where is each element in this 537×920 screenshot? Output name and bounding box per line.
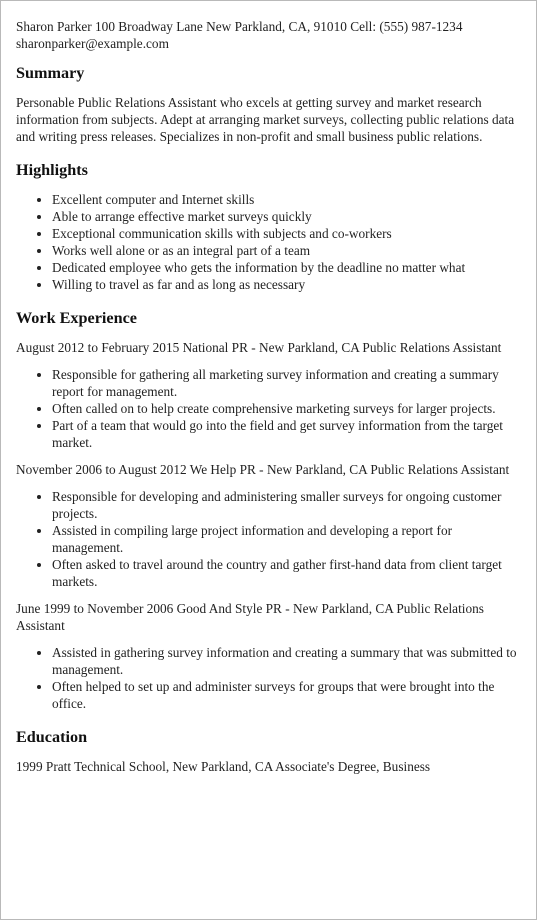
job-header: August 2012 to February 2015 National PR - New Parkland, CA Public Relations Assistant <box>16 340 502 355</box>
job-header: November 2006 to August 2012 We Help PR - New Parkland, CA Public Relations Assistant <box>16 462 510 477</box>
experience-heading: Work Experience <box>16 309 137 327</box>
job-duty: • Responsible for gathering all marketing survey information and creating a summary report for management. <box>52 366 522 400</box>
highlight-item: • Willing to travel as far and as long as necessary <box>52 276 522 293</box>
summary-text: Personable Public Relations Assistant who excels at getting survey and market research information from subjects. Adept at arranging market surveys, collecting public relations data and writing press releases. Specializes in non-profit and small business public relations. <box>16 95 515 144</box>
job-duty: • Often asked to travel around the country and gather first-hand data from client target markets. <box>52 556 522 590</box>
job-entry <box>16 339 522 451</box>
highlight-item: • Works well alone or as an integral part of a team <box>52 242 522 259</box>
highlight-item: • Exceptional communication skills with subjects and co-workers <box>52 225 522 242</box>
summary-heading: Summary <box>16 64 85 82</box>
job-duty: • Often called on to help create comprehensive marketing surveys for larger projects. <box>52 400 522 417</box>
job-duties-list <box>16 644 522 712</box>
highlight-item: • Able to arrange effective market surveys quickly <box>52 208 522 225</box>
contact-info <box>16 18 522 52</box>
job-entry <box>16 461 522 590</box>
job-header: June 1999 to November 2006 Good And Style PR - New Parkland, CA Public Relations Assistant <box>16 601 484 633</box>
job-entry <box>16 600 522 712</box>
job-duty: • Responsible for developing and administering smaller surveys for ongoing customer projects. <box>52 488 522 522</box>
contact-line: Sharon Parker 100 Broadway Lane New Parkland, CA, 91010 Cell: (555) 987-1234 <box>16 19 463 34</box>
highlight-item: • Excellent computer and Internet skills <box>52 191 522 208</box>
highlights-section <box>16 160 522 293</box>
highlights-heading: Highlights <box>16 161 88 179</box>
highlights-list <box>16 191 522 293</box>
education-text: 1999 Pratt Technical School, New Parkland, CA Associate's Degree, Business <box>16 759 431 774</box>
contact-email: sharonparker@example.com <box>16 36 169 51</box>
summary-section <box>16 63 522 145</box>
experience-section <box>16 308 522 712</box>
job-duty: • Assisted in gathering survey information and creating a summary that was submitted to management. <box>52 644 522 678</box>
education-section <box>16 727 522 775</box>
job-duty: • Assisted in compiling large project information and developing a report for management. <box>52 522 522 556</box>
job-duties-list <box>16 488 522 590</box>
job-duty: • Often helped to set up and administer surveys for groups that were brought into the office. <box>52 678 522 712</box>
highlight-item: • Dedicated employee who gets the information by the deadline no matter what <box>52 259 522 276</box>
education-heading: Education <box>16 728 88 746</box>
job-duties-list <box>16 366 522 451</box>
job-duty: • Part of a team that would go into the field and get survey information from the target market. <box>52 417 522 451</box>
